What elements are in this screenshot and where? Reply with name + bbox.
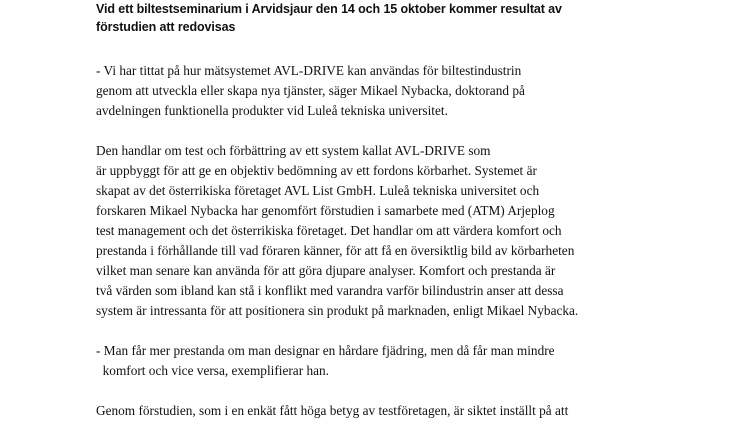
article-heading [96,0,616,36]
paragraph-quote-intro [96,61,736,121]
text-line: forskaren Mikael Nybacka har genomfört förstudien i samarbete med (ATM) Arjeplog [96,203,555,218]
text-line: genom att utveckla eller skapa nya tjänster, säger Mikael Nybacka, doktorand på [96,83,525,98]
text-line: vilket man senare kan använda för att göra djupare analyser. Komfort och prestanda är [96,263,556,278]
text-line: två värden som ibland kan stå i konflikt med varandra varför bilindustrin anser att dessa [96,283,564,298]
text-line: avdelningen funktionella produkter vid Luleå tekniska universitet. [96,103,448,118]
text-line: Den handlar om test och förbättring av ett system kallat AVL-DRIVE som [96,143,491,158]
text-line: - Man får mer prestanda om man designar en hårdare fjädring, men då får man mindre [96,343,555,358]
text-line: - Vi har tittat på hur mätsystemet AVL-DRIVE kan användas för biltestindustrin [96,63,522,78]
heading-line: Vid ett biltestseminarium i Arvidsjaur den 14 och 15 oktober kommer resultat av [96,2,562,16]
text-line: är uppbyggt för att ge en objektiv bedömning av ett fordons körbarhet. Systemet är [96,163,537,178]
text-line: test management och det österrikiska företaget. Det handlar om att värdera komfort och [96,223,562,238]
text-line: Genom förstudien, som i en enkät fått höga betyg av testföretagen, är siktet inställt på att [96,403,569,418]
paragraph-closing [96,401,736,421]
text-line: skapat av det österrikiska företaget AVL List GmbH. Luleå tekniska universitet och [96,183,540,198]
text-line: system är intressanta för att positionera sin produkt på marknaden, enligt Mikael Nybacka. [96,303,579,318]
paragraph-body [96,141,736,321]
text-line: prestanda i förhållande till vad föraren känner, för att få en översiktlig bild av körbarheten [96,243,575,258]
paragraph-quote-example [96,341,736,381]
text-line: komfort och vice versa, exemplifierar han. [96,363,329,378]
heading-line: förstudien att redovisas [96,20,236,34]
